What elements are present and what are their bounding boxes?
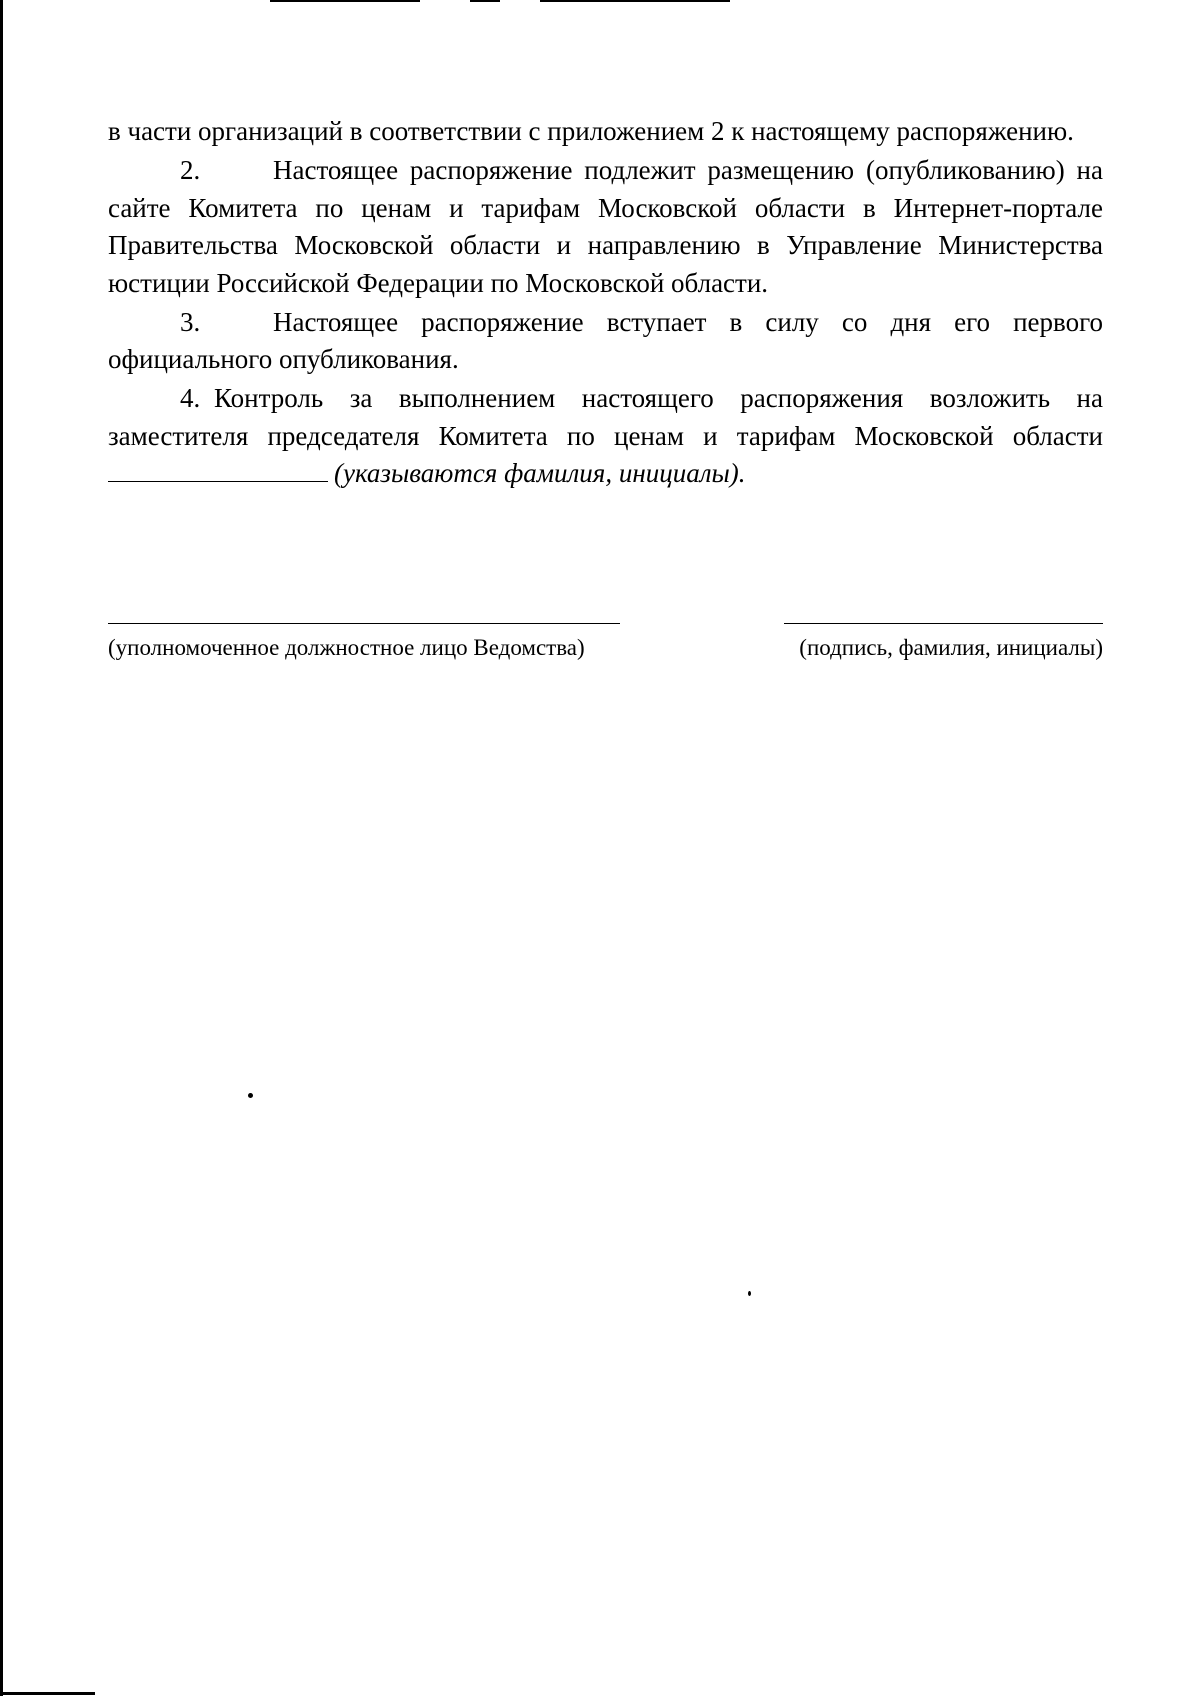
scan-speck: [748, 1291, 751, 1296]
item-number: 4.: [180, 383, 201, 413]
scan-artifact-bottom: [0, 1692, 95, 1695]
responsible-blank-line: [108, 459, 328, 482]
item-number: 3.: [180, 306, 201, 337]
official-caption: (уполномоченное должностное лицо Ведомства): [108, 635, 585, 660]
paragraph-continuation: [108, 113, 1103, 151]
paragraph-item-3: [108, 304, 1103, 379]
paragraph-text: Контроль за выполнением настоящего распоряжения возложить на заместителя председателя Комитета по ценам и тарифам Московской области: [108, 383, 1103, 451]
signature-block: [108, 623, 1103, 673]
paragraph-item-2: [108, 152, 1103, 302]
paragraph-text: Настоящее распоряжение подлежит размещению (опубликованию) на сайте Комитета по ценам и тарифам Московской области в Интернет-портале Правительства Московской области и направлению в Управление Министерства юстиции Российской Федерации по Московской области.: [108, 155, 1103, 298]
paragraph-item-4: [108, 380, 1103, 493]
signature-caption: (подпись, фамилия, инициалы): [799, 635, 1103, 660]
item-number: 2.: [180, 155, 201, 185]
responsible-hint: (указываются фамилия, инициалы).: [334, 458, 746, 488]
scan-artifact-top: [540, 0, 730, 2]
paragraph-text: в части организаций в соответствии с приложением 2 к настоящему распоряжению.: [108, 116, 1074, 146]
official-blank-line: [108, 623, 620, 624]
document-body: [108, 113, 1103, 494]
scan-edge-left: [0, 0, 3, 1696]
paragraph-text: Настоящее распоряжение вступает в силу со дня его первого официального опубликования.: [108, 306, 1103, 374]
scan-artifact-top: [470, 0, 500, 2]
signature-blank-line: [784, 623, 1103, 624]
scan-artifact-top: [270, 0, 420, 2]
scan-speck: [248, 1093, 253, 1098]
